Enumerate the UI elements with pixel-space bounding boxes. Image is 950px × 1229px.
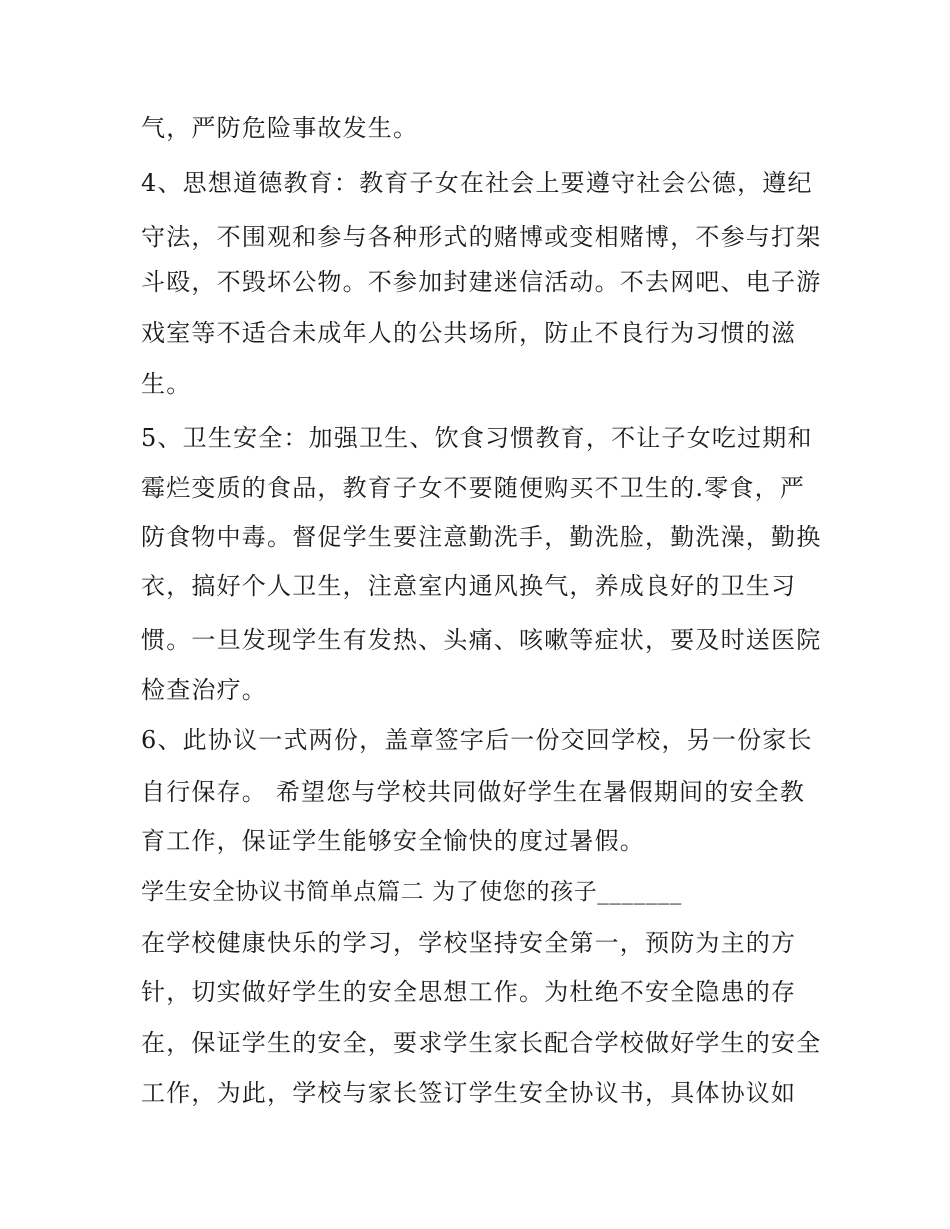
text-line: 自行保存。 希望您与学校共同做好学生在暑假期间的安全教 — [141, 778, 806, 806]
text-line: 惯。一旦发现学生有发热、头痛、咳嗽等症状，要及时送医院 — [141, 626, 822, 654]
text-line: 检查治疗。 — [141, 676, 267, 704]
text-line: 斗殴，不毁坏公物。不参加封建迷信活动。不去网吧、电子游 — [141, 268, 822, 296]
text-line: 4、思想道德教育：教育子女在社会上要遵守社会公德，遵纪 — [141, 169, 813, 197]
text-line: 5、卫生安全：加强卫生、饮食习惯教育，不让子女吃过期和 — [141, 424, 813, 452]
text-line: 生。 — [141, 370, 192, 398]
text-line: 在，保证学生的安全，要求学生家长配合学校做好学生的安全 — [141, 1029, 822, 1057]
text-line: 霉烂变质的食品，教育子女不要随便购买不卫生的.零食，严 — [141, 474, 806, 502]
text-line: 6、此协议一式两份，盖章签字后一份交回学校，另一份家长 — [141, 726, 813, 754]
text-line: 衣，搞好个人卫生，注意室内通风换气，养成良好的卫生习 — [141, 572, 797, 600]
text-line: 在学校健康快乐的学习，学校坚持安全第一，预防为主的方 — [141, 929, 797, 957]
text-line: 工作，为此，学校与家长签订学生安全协议书，具体协议如 — [141, 1079, 797, 1107]
section-heading: 学生安全协议书简单点篇二 为了使您的孩子_______ — [141, 879, 683, 905]
text-line: 戏室等不适合未成年人的公共场所，防止不良行为习惯的滋 — [141, 319, 797, 347]
text-line: 气，严防危险事故发生。 — [141, 114, 419, 142]
text-line: 针，切实做好学生的安全思想工作。为杜绝不安全隐患的存 — [141, 978, 797, 1006]
text-line: 防食物中毒。督促学生要注意勤洗手，勤洗脸，勤洗澡，勤换 — [141, 523, 822, 551]
text-line: 育工作，保证学生能够安全愉快的度过暑假。 — [141, 827, 645, 855]
text-line: 守法，不围观和参与各种形式的赌博或变相赌博，不参与打架 — [141, 223, 822, 251]
